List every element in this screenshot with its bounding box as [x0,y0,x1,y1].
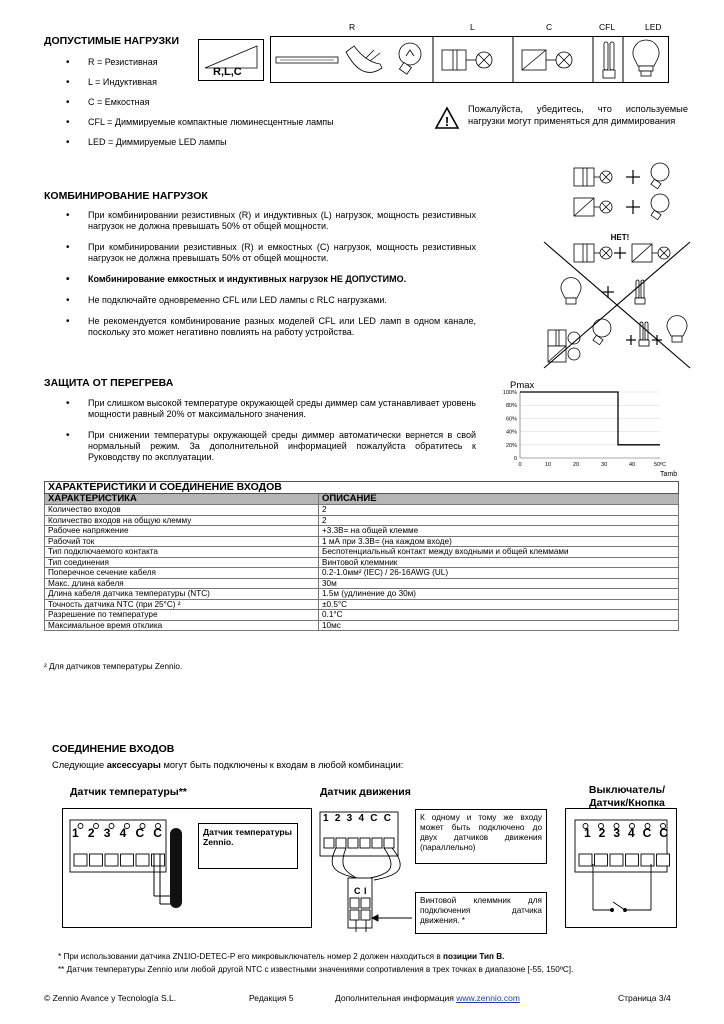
terminal-label: 1 [584,826,591,840]
spec-characteristic-cell: Количество входов [45,505,319,516]
spec-characteristic-cell: Макс. длина кабеля [45,578,319,589]
tube-icon [276,57,338,63]
chart-x-tick-label: 20 [572,462,580,468]
terminal-screw [324,838,334,848]
col-label-c: C [546,22,553,32]
terminal-label: 2 [334,813,341,824]
chart-y-tick-label: 80% [505,403,517,410]
terminal-label: 2 [598,826,606,840]
loads-title: ДОПУСТИМЫЕ НАГРУЗКИ [44,35,180,47]
spec-description-cell: 10мс [319,620,679,631]
table-row [45,536,679,547]
temp-sensor-title: Датчик температуры** [70,786,187,798]
table-row [45,515,679,526]
rlc-label: R,L,C [213,66,242,78]
terminal-screw [384,838,394,848]
motion-sensor-callout: К одному и тому же входу может быть подключено до двух датчиков движения (параллельно) [415,809,547,864]
chart-y-tick-label: 40% [505,429,517,436]
terminal-label: C [642,826,652,840]
list-item: • L = Индуктивная [44,77,404,88]
terminal-label: C [135,826,145,840]
switch-title: Выключатель/ Датчик/Кнопка [588,784,666,809]
screw-terminal-callout: Винтовой клеммник для подключения датчика движения. * [415,892,547,934]
pmax-chart [490,378,690,478]
table-row [45,589,679,600]
list-item: • Комбинирование емкостных и индуктивных нагрузок НЕ ДОПУСТИМО. [44,274,476,285]
list-item: • При комбинировании резистивных (R) и индуктивных (L) нагрузок, мощность резистивных нагрузок не должна превышать 50% от общей мощности. [44,210,476,232]
list-item: • R = Резистивная [44,57,404,68]
list-item: • CFL = Диммируемые компактные люминесцентные лампы [44,117,404,128]
small-terminal-i: I [364,886,367,896]
spec-description-cell: 1.5м (удлинение до 30м) [319,589,679,600]
note-2: ** Датчик температуры Zennio или любой другой NTC с известными значениями сопротивления в трех точках в диапазоне [-55, 150ºC]. [58,965,574,974]
combining-title: КОМБИНИРОВАНИЕ НАГРУЗОК [44,190,208,202]
spec-description-cell: 30м [319,578,679,589]
temp-terminal-labels [72,826,162,840]
spec-characteristic-cell: Количество входов на общую клемму [45,515,319,526]
terminal-screw [152,854,165,866]
footer-edition: Редакция 5 [249,993,294,1003]
terminal-screw [657,854,670,866]
spec-characteristic-cell: Рабочее напряжение [45,526,319,537]
terminal-screw [74,854,87,866]
chart-ylabel: Pmax [510,380,535,391]
terminal-label: C [370,813,378,824]
chart-x-tick-label: 30 [600,462,608,468]
terminal-label: 1 [323,813,329,824]
motion-terminal-labels [323,813,391,824]
terminal-screw [372,838,382,848]
list-item: • C = Емкостная [44,97,404,108]
terminal-screw [360,838,370,848]
list-item: • Не подключайте одновременно CFL или LED лампы с RLC нагрузками. [44,295,476,306]
terminal-label: 4 [358,813,364,824]
spec-characteristic-cell: Точность датчика NTC (при 25°C) ² [45,599,319,610]
motion-sensor-title: Датчик движения [320,786,411,798]
spec-characteristic-cell: Тип соединения [45,557,319,568]
spec-footnote: ² Для датчиков температуры Zennio. [44,662,183,671]
list-item: • LED = Диммируемые LED лампы [44,137,404,148]
terminal-screw [626,854,639,866]
list-item: • При комбинировании резистивных (R) и емкостных (C) нагрузок, мощность резистивных нагрузок не должна превышать 50% от общей мощности. [44,242,476,264]
table-row [45,547,679,558]
spec-description-cell: +3.3В= на общей клемме [319,526,679,537]
overheat-list [44,398,476,463]
table-row [45,526,679,537]
chart-y-tick-label: 20% [505,442,517,449]
terminal-label: C [659,826,668,840]
terminal-label: C [383,813,391,824]
table-row [45,568,679,579]
terminal-screw [348,838,358,848]
terminal-screw [641,854,654,866]
col-label-led: LED [645,22,662,32]
warning-text: Пожалуйста, убедитесь, что используемые нагрузки могут применяться для диммирования [468,104,688,126]
inputs-intro: Следующие аксессуары могут быть подключены к входам в любой комбинации: [52,760,404,770]
table-row [45,620,679,631]
footer-website-link[interactable]: www.zennio.com [456,993,520,1003]
table-row [45,578,679,589]
note-1: * При использовании датчика ZN1IO-DETEC-P его микровыключатель номер 2 должен находиться в позиции Тип B. [58,952,505,961]
small-terminal-c: C [354,886,361,896]
terminal-label: 1 [72,826,79,840]
terminal-screw [595,854,608,866]
terminal-screw [610,854,623,866]
terminal-label: 3 [346,813,353,824]
svg-text:!: ! [444,114,450,129]
load-symbols-strip [270,36,670,84]
combining-list [44,210,476,338]
col-label-l: L [470,22,475,32]
spec-description-cell: 0.2-1.0мм² (IEC) / 26-16AWG (UL) [319,568,679,579]
spec-table [44,481,679,631]
spec-description-cell: Беспотенциальный контакт между входными и общей клеммами [319,547,679,558]
table-row [45,505,679,516]
table-row [45,599,679,610]
footer-page: Страница 3/4 [618,993,671,1003]
table-row [45,557,679,568]
terminal-label: 3 [103,826,111,840]
spec-characteristic-cell: Тип подключаемого контакта [45,547,319,558]
spec-description-cell: 2 [319,515,679,526]
spec-description-cell: 0.1°C [319,610,679,621]
list-item: • Не рекомендуется комбинирование разных моделей CFL или LED ламп в одном канале, поскольку это может негативно повлиять на работу устройства. [44,316,476,338]
footer-company: © Zennio Avance y Tecnología S.L. [44,993,177,1003]
spec-characteristic-cell: Длина кабеля датчика температуры (NTC) [45,589,319,600]
footer-more-info: Дополнительная информация www.zennio.com [335,993,520,1003]
chart-x-tick-label: 0 [518,462,522,468]
chart-y-tick-label: 0 [513,456,517,462]
terminal-screw [90,854,103,866]
terminal-label: 2 [87,826,95,840]
switch-terminal-labels [584,826,668,840]
spec-description-cell: ±0.5°C [319,599,679,610]
terminal-label: 4 [627,826,635,840]
spec-description-cell: Винтовой клеммник [319,557,679,568]
col-label-r: R [349,22,356,32]
combination-diagram [540,160,700,370]
list-item: • При слишком высокой температуре окружающей среды диммер сам устанавливает уровень мощности равный 20% от максимального значения. [44,398,476,420]
spec-col-header-characteristic: ХАРАКТЕРИСТИКА [45,494,319,505]
spec-description-cell: 1 мА при 3.3В= (на каждом входе) [319,536,679,547]
spec-col-header-description: ОПИСАНИЕ [319,494,679,505]
table-row [45,610,679,621]
temp-sensor-callout: Датчик температуры Zennio. [198,823,298,869]
overheat-title: ЗАЩИТА ОТ ПЕРЕГРЕВА [44,377,174,389]
terminal-screw [121,854,134,866]
terminal-screw [336,838,346,848]
terminal-screw [105,854,118,866]
spec-description-cell: 2 [319,505,679,516]
chart-y-tick-label: 100% [502,390,517,396]
list-item: • При снижении температуры окружающей среды диммер автоматически вернется в свой нормальный режим. За дополнительной информацией пожалуйста обратитесь к Руководству по эксплуатации. [44,430,476,463]
chart-x-tick-label: 50ºC [653,462,667,468]
inputs-title: СОЕДИНЕНИЕ ВХОДОВ [52,743,175,755]
col-label-cfl: CFL [599,22,616,32]
chart-x-tick-label: 40 [628,462,636,468]
terminal-label: 4 [119,826,127,840]
warning-icon [434,106,460,130]
terminal-label: C [153,826,162,840]
spec-table-title: ХАРАКТЕРИСТИКИ И СОЕДИНЕНИЕ ВХОДОВ [45,482,679,494]
spec-characteristic-cell: Разрешение по температуре [45,610,319,621]
spec-characteristic-cell: Максимальное время отклика [45,620,319,631]
terminal-screw [136,854,149,866]
chart-y-tick-label: 60% [505,416,517,423]
terminal-label: 3 [613,826,620,840]
spec-characteristic-cell: Рабочий ток [45,536,319,547]
chart-xlabel: Tamb [660,471,678,478]
rlc-ramp-box [198,39,264,81]
spec-characteristic-cell: Поперечное сечение кабеля [45,568,319,579]
chart-x-tick-label: 10 [544,462,552,468]
no-label: НЕТ! [610,233,630,242]
terminal-screw [579,854,592,866]
